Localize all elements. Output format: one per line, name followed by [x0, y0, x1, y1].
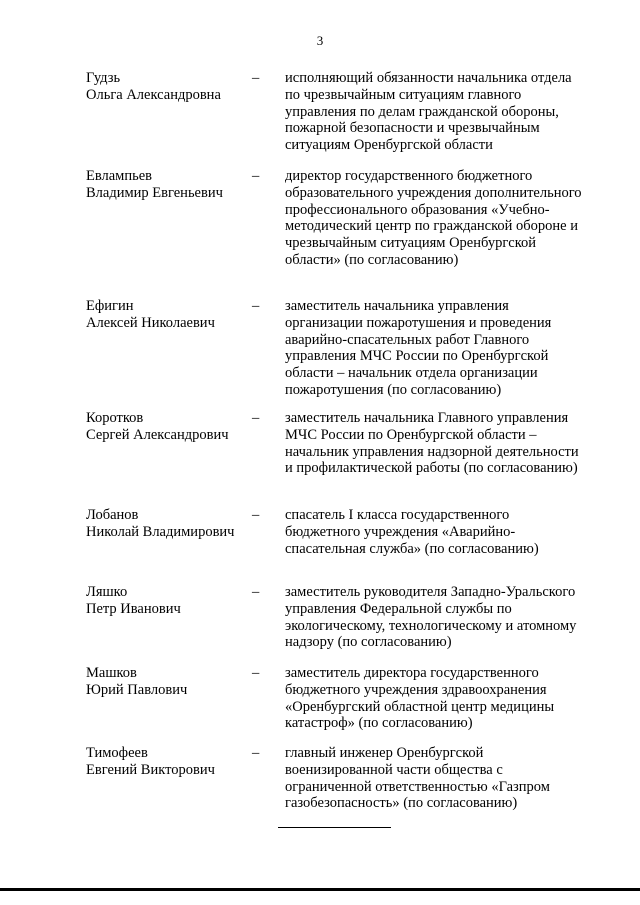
member-name — [86, 745, 256, 779]
member-name — [86, 584, 256, 618]
member-given-names: Алексей Николаевич — [86, 314, 215, 331]
member-given-names: Владимир Евгеньевич — [86, 184, 223, 201]
member-given-names: Петр Иванович — [86, 600, 181, 617]
member-given-names: Сергей Александрович — [86, 426, 229, 443]
member-description: заместитель директора государственного бюджетного учреждения здравоохранения «Оренбургский областной центр медицины катастроф» (по согласованию) — [285, 665, 555, 732]
member-name — [86, 665, 256, 699]
member-name — [86, 70, 256, 104]
list-item — [0, 665, 640, 745]
member-surname: Тимофеев — [86, 745, 148, 761]
member-surname: Лобанов — [86, 507, 139, 523]
dash-separator: – — [252, 584, 260, 600]
list-item — [0, 584, 640, 665]
list-item — [0, 298, 640, 410]
dash-separator: – — [252, 507, 260, 523]
member-given-names: Николай Владимирович — [86, 523, 235, 540]
list-item — [0, 507, 640, 584]
dash-separator: – — [252, 168, 260, 184]
member-description: исполняющий обязанности начальника отдела по чрезвычайным ситуациям главного управления по делам гражданской обороны, пожарной безопасности и чрезвычайным ситуациям Оренбургской области — [285, 70, 572, 154]
member-description: директор государственного бюджетного образовательного учреждения дополнительного профессионального образования «Учебно-методический центр по гражданской обороне и чрезвычайным ситуациям Оренбургской области» (по согласованию) — [285, 168, 582, 268]
page-number: 3 — [316, 33, 324, 48]
end-separator-line — [278, 827, 391, 828]
member-surname: Ефигин — [86, 298, 134, 314]
dash-separator: – — [252, 298, 260, 314]
member-surname: Коротков — [86, 410, 144, 426]
dash-separator: – — [252, 410, 260, 426]
dash-separator: – — [252, 665, 260, 681]
member-surname: Ляшко — [86, 584, 128, 600]
member-name — [86, 410, 256, 444]
member-description: главный инженер Оренбургской военизированной части общества с ограниченной ответственностью «Газпром газобезопасность» (по согласованию) — [285, 745, 550, 812]
member-name — [86, 298, 256, 332]
member-name — [86, 168, 256, 202]
member-description: заместитель начальника управления организации пожаротушения и проведения аварийно-спасательных работ Главного управления МЧС России по Оренбургской области – начальник отдела организации пожаротушения (по согласованию) — [285, 298, 552, 398]
member-description: заместитель руководителя Западно-Уральского управления Федеральной службы по экологическому, технологическому и атомному надзору (по согласованию) — [285, 584, 577, 651]
list-item — [0, 70, 640, 168]
member-surname: Гудзь — [86, 70, 121, 86]
dash-separator: – — [252, 745, 260, 761]
member-surname: Евлампьев — [86, 168, 153, 184]
list-item — [0, 168, 640, 298]
member-name — [86, 507, 256, 541]
member-description: заместитель начальника Главного управления МЧС России по Оренбургской области – начальник управления надзорной деятельности и профилактической работы (по согласованию) — [285, 410, 579, 477]
page-bottom-rule — [0, 888, 640, 891]
member-given-names: Евгений Викторович — [86, 761, 215, 778]
member-description: спасатель I класса государственного бюджетного учреждения «Аварийно-спасательная служба» (по согласованию) — [285, 507, 539, 557]
member-list — [0, 70, 640, 825]
dash-separator: – — [252, 70, 260, 86]
list-item — [0, 745, 640, 825]
list-item — [0, 410, 640, 507]
member-surname: Машков — [86, 665, 137, 681]
member-given-names: Юрий Павлович — [86, 681, 188, 698]
member-given-names: Ольга Александровна — [86, 86, 221, 103]
